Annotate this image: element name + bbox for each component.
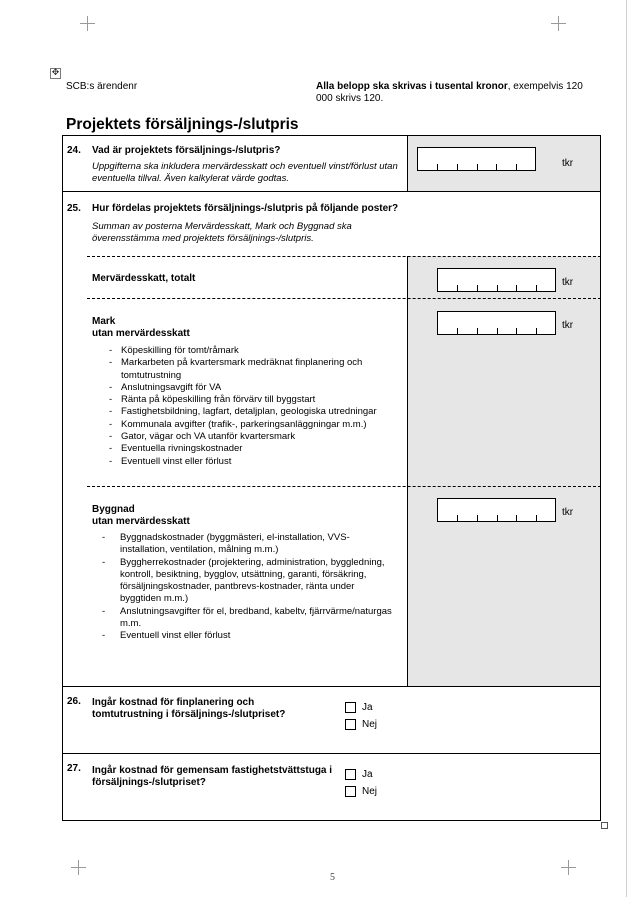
vat-total-field[interactable] [437, 268, 556, 292]
building-label-line1: Byggnad [92, 504, 135, 515]
vat-total-label: Mervärdesskatt, totalt [92, 273, 196, 284]
list-item: - Markarbeten på kvartersmark medräknat finplanering och tomtutrustning [109, 357, 404, 382]
land-cost-list [109, 345, 404, 468]
land-unit: tkr [562, 320, 574, 331]
land-label-line2: utan mervärdesskatt [92, 328, 190, 339]
building-label [92, 504, 190, 528]
amount-instruction-bold: Alla belopp ska skrivas i tusental kronor [316, 81, 508, 92]
amount-instruction-rest: , exempelvis 120 000 skrivs 120. [316, 81, 583, 104]
q27-question: Ingår kostnad för gemensam fastighetstvättstuga i försäljnings-/slutpriset? [92, 765, 333, 788]
list-item: - Eventuell vinst eller förlust [109, 456, 404, 468]
q24-question: Vad är projektets försäljnings-/slutpris? [92, 145, 281, 156]
q27-no-label: Nej [362, 786, 378, 797]
list-item: - Ränta på köpeskilling från förvärv till byggstart [109, 394, 404, 406]
list-item: - Gator, vägar och VA utanför kvartersmark [109, 431, 404, 443]
page-edge-line [626, 0, 627, 897]
q26-yes-label: Ja [362, 702, 373, 713]
scb-case-number-label: SCB:s ärendenr [66, 81, 138, 92]
list-item: - Anslutningsavgifter för el, bredband, kabeltv, fjärrvärme/naturgas m.m. [102, 606, 392, 631]
q25-dashed-separator-1 [87, 256, 601, 257]
list-item: - Byggherrekostnader (projektering, administration, byggledning, kontroll, besiktning, bygglov, utsättning, garanti, försäkring, försäljningskostnader, pantbrevs-kostnader, ränta under byggtiden m.m.) [102, 557, 392, 606]
list-item: - Eventuella rivningskostnader [109, 443, 404, 455]
land-label [92, 316, 190, 340]
row-separator-25-26 [62, 686, 601, 687]
land-label-line1: Mark [92, 316, 116, 327]
q26-no-label: Nej [362, 719, 378, 730]
crop-mark-bottom-right [561, 860, 576, 875]
amount-instruction [316, 81, 591, 105]
building-label-line2: utan mervärdesskatt [92, 516, 190, 527]
building-cost-list [102, 532, 392, 643]
q26-number: 26. [67, 696, 81, 707]
list-item: - Köpeskilling för tomt/råmark [109, 345, 404, 357]
q26-yes-option[interactable] [345, 702, 373, 713]
building-field[interactable] [437, 498, 556, 522]
q26-yes-checkbox[interactable] [345, 702, 356, 713]
crop-mark-top-right [551, 16, 566, 31]
list-item: - Byggnadskostnader (byggmästeri, el-installation, VVS-installation, ventilation, målning m.m.) [102, 532, 392, 557]
q27-no-checkbox[interactable] [345, 786, 356, 797]
q25-question: Hur fördelas projektets försäljnings-/slutpris på följande poster? [92, 203, 399, 214]
table-move-handle-icon[interactable]: ✥ [51, 68, 60, 78]
q24-number: 24. [67, 145, 81, 156]
q25-dashed-separator-3 [87, 486, 601, 487]
q27-yes-option[interactable] [345, 769, 373, 780]
section-title: Projektets försäljnings-/slutpris [66, 116, 299, 133]
list-item: - Anslutningsavgift för VA [109, 382, 404, 394]
vat-total-unit: tkr [562, 277, 574, 288]
q27-yes-checkbox[interactable] [345, 769, 356, 780]
q24-divider [407, 136, 408, 191]
land-field[interactable] [437, 311, 556, 335]
q27-number: 27. [67, 763, 81, 774]
q24-unit: tkr [562, 158, 574, 169]
q26-no-checkbox[interactable] [345, 719, 356, 730]
crop-mark-bottom-left [71, 860, 86, 875]
building-unit: tkr [562, 507, 574, 518]
q25-dashed-separator-2 [87, 298, 601, 299]
page-number: 5 [330, 872, 335, 883]
q25-number: 25. [67, 203, 81, 214]
list-item: - Fastighetsbildning, lagfart, detaljplan, geologiska utredningar [109, 406, 404, 418]
list-item: - Kommunala avgifter (trafik-, parkeringsanläggningar m.m.) [109, 419, 404, 431]
q26-question: Ingår kostnad för finplanering och tomtutrustning i försäljnings-/slutpriset? [92, 697, 286, 720]
q26-no-option[interactable] [345, 719, 377, 730]
q24-help: Uppgifterna ska inkludera mervärdesskatt och eventuell vinst/förlust utan eventuella tillval. Även kalkylerat värde godtas. [92, 161, 398, 184]
q25-divider [407, 256, 408, 686]
q24-amount-field[interactable] [417, 147, 536, 171]
row-separator-26-27 [62, 753, 601, 754]
q25-help: Summan av posterna Mervärdesskatt, Mark och Byggnad ska överensstämma med projektets försäljnings-/slutpris. [92, 221, 352, 244]
crop-mark-top-left [80, 16, 95, 31]
q27-no-option[interactable] [345, 786, 377, 797]
q27-yes-label: Ja [362, 769, 373, 780]
row-separator-24-25 [62, 191, 601, 192]
list-item: - Eventuell vinst eller förlust [102, 630, 392, 642]
table-resize-handle[interactable] [601, 822, 608, 829]
